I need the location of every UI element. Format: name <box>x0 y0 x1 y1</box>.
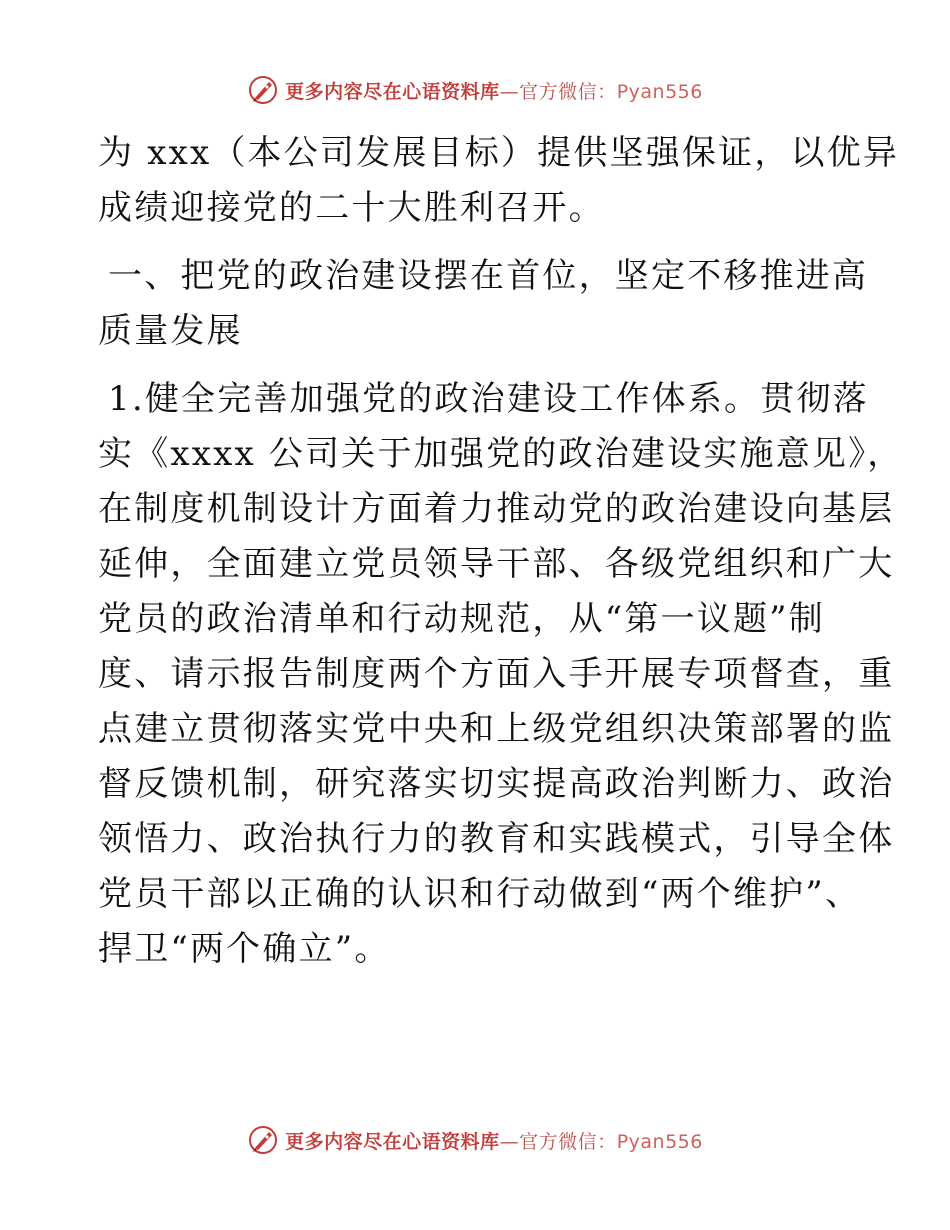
text-line: 1.健全完善加强党的政治建设工作体系。贯彻落 <box>108 379 869 419</box>
text-line: 质量发展 <box>98 311 243 351</box>
header-wechat-id: Pyan556 <box>616 80 703 103</box>
header-separator: — <box>499 80 520 103</box>
footer-separator: — <box>499 1130 520 1153</box>
footer-banner-text <box>285 1127 703 1154</box>
text-line: 成绩迎接党的二十大胜利召开。 <box>98 188 605 228</box>
footer-wechat-label: 官方微信： <box>519 1130 617 1153</box>
paragraph-item-1 <box>98 372 904 977</box>
footer-brand: 更多内容尽在心语资料库 <box>285 1130 500 1153</box>
text-line: 为 xxx（本公司发展目标）提供坚强保证，以优异 <box>98 133 900 173</box>
paragraph-intro-continued <box>98 126 900 236</box>
quill-pen-circle-icon <box>247 1124 279 1156</box>
text-line: 一、把党的政治建设摆在首位，坚定不移推进高 <box>108 256 869 296</box>
text-line: 延伸，全面建立党员领导干部、各级党组织和广大 <box>98 544 895 584</box>
text-line: 党员干部以正确的认识和行动做到“两个维护”、 <box>98 874 862 914</box>
document-body <box>98 126 904 990</box>
header-banner <box>0 70 950 110</box>
header-banner-text <box>285 77 703 104</box>
text-line: 在制度机制设计方面着力推动党的政治建设向基层 <box>98 489 895 529</box>
header-wechat-label: 官方微信： <box>519 80 617 103</box>
text-line: 点建立贯彻落实党中央和上级党组织决策部署的监 <box>98 709 895 749</box>
quill-pen-circle-icon <box>247 74 279 106</box>
section-heading-1 <box>98 249 869 359</box>
header-brand: 更多内容尽在心语资料库 <box>285 80 500 103</box>
footer-wechat-id: Pyan556 <box>616 1130 703 1153</box>
text-line: 督反馈机制，研究落实切实提高政治判断力、政治 <box>98 764 895 804</box>
text-line: 实《xxxx 公司关于加强党的政治建设实施意见》， <box>98 434 904 474</box>
text-line: 度、请示报告制度两个方面入手开展专项督查，重 <box>98 654 895 694</box>
text-line: 党员的政治清单和行动规范，从“第一议题”制 <box>98 599 825 639</box>
footer-banner <box>0 1120 950 1160</box>
text-line: 领悟力、政治执行力的教育和实践模式，引导全体 <box>98 819 895 859</box>
text-line: 捍卫“两个确立”。 <box>98 929 391 969</box>
